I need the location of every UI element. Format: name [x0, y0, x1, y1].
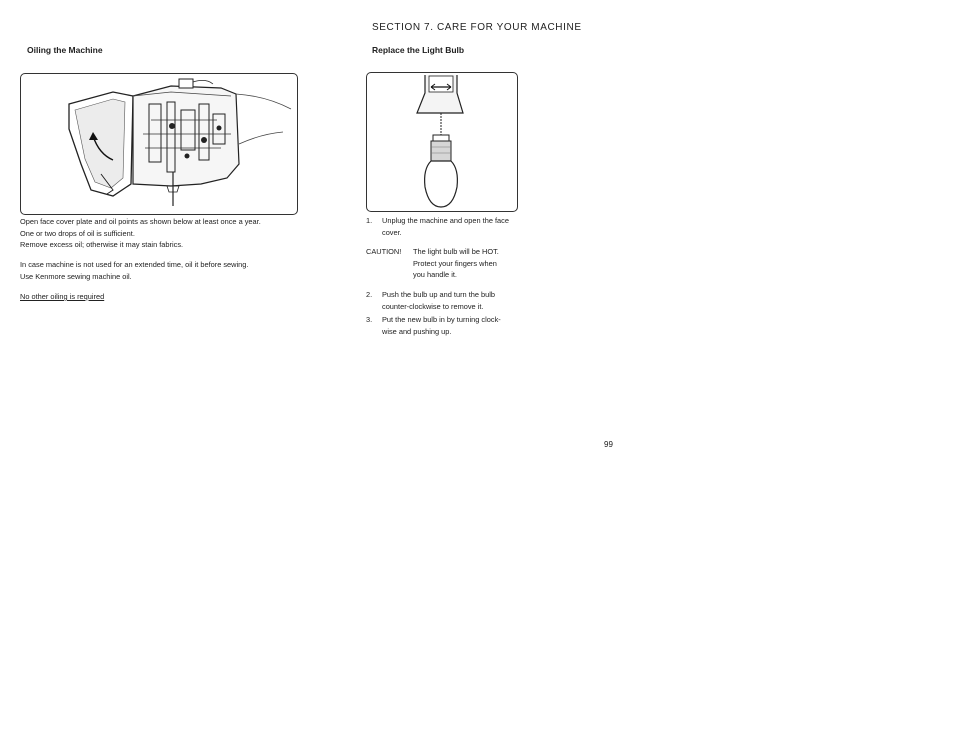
bulb-step-1 [366, 215, 509, 238]
bulb-title: Replace the Light Bulb [372, 45, 465, 55]
step-number: 1. [366, 216, 373, 225]
step-number: 3. [366, 315, 373, 324]
bulb-illustration [366, 72, 518, 212]
step-line: Unplug the machine and open the face [382, 216, 509, 225]
step-line: counter-clockwise to remove it. [382, 301, 484, 311]
sewing-machine-icon [21, 74, 297, 214]
oiling-line: One or two drops of oil is sufficient. [20, 228, 135, 238]
caution-line: you handle it. [413, 270, 457, 280]
step-number: 2. [366, 290, 373, 299]
oiling-storage-note [20, 259, 248, 282]
bulb-step-3 [366, 314, 501, 337]
no-other-oiling-note: No other oiling is required [20, 292, 105, 301]
light-bulb-icon [367, 73, 517, 211]
oiling-line: In case machine is not used for an extended time, oil it before sewing. [20, 260, 249, 269]
oiling-instructions [20, 216, 261, 251]
page-number: 99 [604, 440, 613, 449]
oiling-line: Remove excess oil; otherwise it may stain fabrics. [20, 240, 184, 250]
step-line: cover. [382, 227, 402, 237]
oiling-line: Use Kenmore sewing machine oil. [20, 271, 132, 281]
step-line: Push the bulb up and turn the bulb [382, 290, 495, 299]
caution-label: CAUTION! [366, 247, 402, 256]
step-line: Put the new bulb in by turning clock- [382, 315, 501, 324]
bulb-step-2 [366, 289, 495, 312]
caution-line: The light bulb will be HOT. [413, 247, 499, 256]
caution-text [413, 246, 499, 281]
section-header: SECTION 7. CARE FOR YOUR MACHINE [372, 22, 582, 33]
oiling-title: Oiling the Machine [27, 45, 103, 55]
step-line: wise and pushing up. [382, 326, 452, 336]
caution-line: Protect your fingers when [413, 258, 497, 268]
oiling-line: Open face cover plate and oil points as shown below at least once a year. [20, 217, 261, 226]
oiling-illustration [20, 73, 298, 215]
